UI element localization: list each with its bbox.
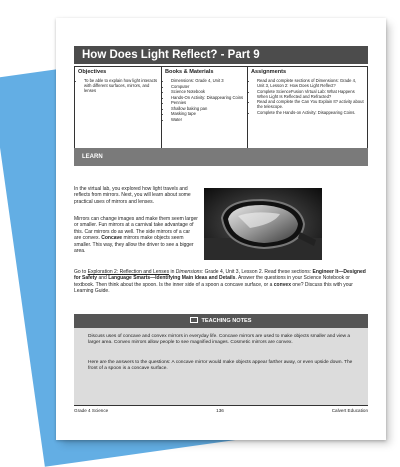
learn-paragraph-mirrors <box>74 216 198 254</box>
material-item: • Computer <box>171 84 244 89</box>
text-run: mirrors make objects seem smaller. This way, they allow the driver to see a bigger area. <box>74 235 194 255</box>
car-side-mirror-photo <box>204 188 322 260</box>
text-run: Grade 4, Unit 3, Lesson 2. Read these sections: <box>204 269 312 275</box>
assignment-item: • Complete the Hands-on Activity: Disappearing Coins. <box>257 110 364 115</box>
materials-heading: Books & Materials <box>165 69 214 75</box>
material-item: • Dimensions: Grade 4, Unit 3 <box>171 78 244 83</box>
assignments-list <box>251 78 364 115</box>
teaching-notes-title: TEACHING NOTES <box>201 318 252 324</box>
teaching-notes-paragraph: Here are the answers to the questions: A concave mirror would make objects appear farther away, or even upside down. The front of a spoon is a concave surface. <box>88 360 353 371</box>
emphasis-concave: Concave <box>101 235 123 242</box>
materials-list <box>165 78 244 122</box>
material-item: • Shallow baking pan <box>171 106 244 111</box>
document-page <box>56 18 386 440</box>
text-run: Go to <box>74 269 87 275</box>
text-run: . Answer the questions in your Science Notebook or textbook. Then think about the spoon. Is the inner side of a spoon a concave surface, or a <box>74 275 350 288</box>
objective-item: • To be able to explain how light interacts with different surfaces, mirrors, and lenses <box>84 78 158 93</box>
assignment-item: • Read and complete the Can You Explain It? activity about the telescope. <box>257 99 364 109</box>
assignment-item: • Read and complete sections of Dimensions: Grade 4, Unit 3, Lesson 2: How Does Light Reflect? <box>257 78 364 88</box>
section-name-engineer: Engineer It—Designed for Safety <box>74 269 366 282</box>
footer-publisher: Calvert Education <box>331 408 368 413</box>
learn-section-header: LEARN <box>74 148 368 166</box>
assignments-heading: Assignments <box>251 69 287 75</box>
section-name-language: Language Smarts—Identifying Main Ideas and Details <box>108 275 236 282</box>
learn-paragraph-instructions <box>74 269 368 295</box>
objectives-column <box>75 67 161 151</box>
materials-column <box>161 67 247 151</box>
material-item: • Masking tape <box>171 111 244 116</box>
exploration-link[interactable]: Exploration 2: Reflection and Lenses <box>87 269 170 275</box>
assignment-item: • Complete ScienceFusion Virtual Lab: What Happens When Light Is Reflected and Refracted? <box>257 89 364 99</box>
footer-course: Grade 4 Science <box>74 408 109 413</box>
teaching-notes-box <box>74 314 368 406</box>
page-footer <box>74 405 368 413</box>
footer-page-number: 136 <box>216 408 224 413</box>
material-item: • Science Notebook <box>171 89 244 94</box>
material-item: • Water <box>171 117 244 122</box>
objectives-list <box>78 78 158 93</box>
text-run: Mirrors can change images and make them seem larger or smaller. Fun mirrors at a carnival take advantage of this. Car mirrors do as well. The side mirrors of a car are convex. <box>74 216 198 242</box>
material-item: • Pennies <box>171 100 244 105</box>
learn-paragraph-intro: In the virtual lab, you explored how light travels and reflects from mirrors. Next, you will learn about some practical uses of mirrors and lenses. <box>74 186 191 205</box>
text-run: in <box>170 269 175 275</box>
text-run: one? Discuss this with your Learning Guide. <box>74 281 353 295</box>
book-title: Dimensions: <box>175 269 204 275</box>
teaching-notes-paragraph: Discuss uses of concave and convex mirrors in everyday life. Concave mirrors are used to make objects smaller and view a larger area. Convex mirrors allow people to see magnified images. Cosmetic mirrors are convex. <box>88 334 351 345</box>
page-title: How Does Light Reflect? - Part 9 <box>74 46 368 64</box>
text-run: and <box>98 275 107 282</box>
objectives-heading: Objectives <box>78 69 107 75</box>
material-item: • Hands-On Activity: Disappearing Coins <box>171 95 244 100</box>
assignments-column <box>247 67 367 151</box>
emphasis-convex: convex <box>273 281 291 288</box>
lesson-info-table <box>74 66 368 152</box>
teaching-notes-header <box>74 314 368 328</box>
notes-icon <box>190 317 198 323</box>
